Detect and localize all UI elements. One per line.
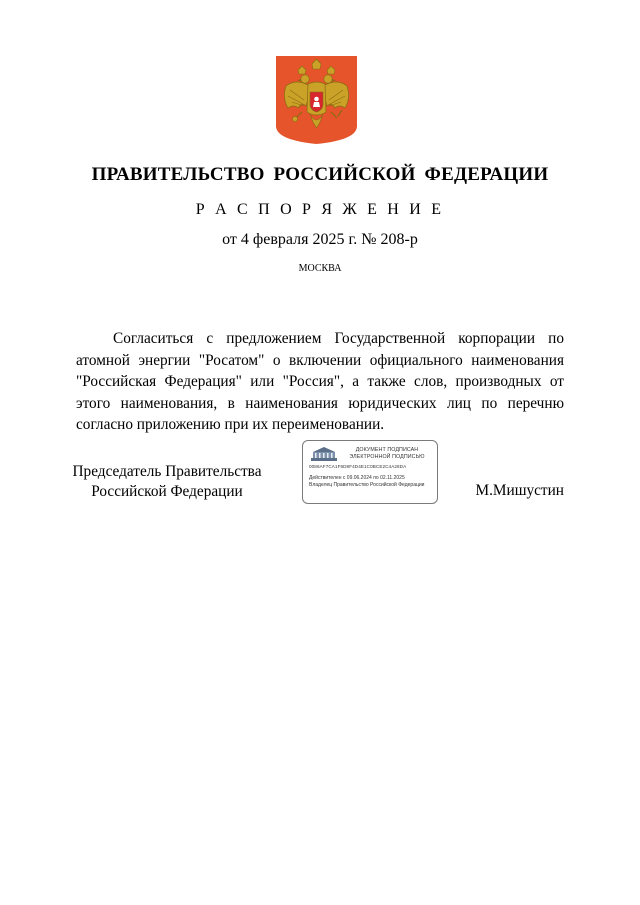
stamp-heading-line-1: ДОКУМЕНТ ПОДПИСАН <box>355 447 419 453</box>
signatory-position <box>62 462 272 502</box>
signatory-name: М.Мишустин <box>475 482 564 499</box>
signatory-position-line-2: Российской Федерации <box>91 483 243 500</box>
stamp-owner: Владелец Правительство Российской Федерации <box>309 482 425 488</box>
coat-of-arms-icon <box>276 56 357 144</box>
electronic-signature-stamp <box>302 440 438 504</box>
stamp-validity: Действителен с 09.06.2024 по 02.11.2025 <box>309 475 405 481</box>
stamp-certificate-number: 0086AF7CA1F6D8F4D4E1C0BCE2C4A28DA <box>309 464 407 469</box>
stamp-heading-line-2: ЭЛЕКТРОННОЙ ПОДПИСЬЮ <box>349 453 425 460</box>
government-title: ПРАВИТЕЛЬСТВО РОССИЙСКОЙ ФЕДЕРАЦИИ <box>91 164 549 185</box>
document-date-number: от 4 февраля 2025 г. № 208-р <box>222 231 418 248</box>
document-type: Р А С П О Р Я Ж Е Н И Е <box>195 201 445 218</box>
stamp-heading <box>339 447 435 460</box>
order-body-text: Согласиться с предложением Государственной корпорации по атомной энергии "Росатом" о включении официального наименования "Российская Федерация" или "Россия", а также слов, производных от этого наименования, в наименования юридических лиц по перечню согласно приложению при их переименовании. <box>76 330 564 433</box>
signatory-position-line-1: Председатель Правительства <box>72 463 262 480</box>
document-city: МОСКВА <box>298 263 342 274</box>
